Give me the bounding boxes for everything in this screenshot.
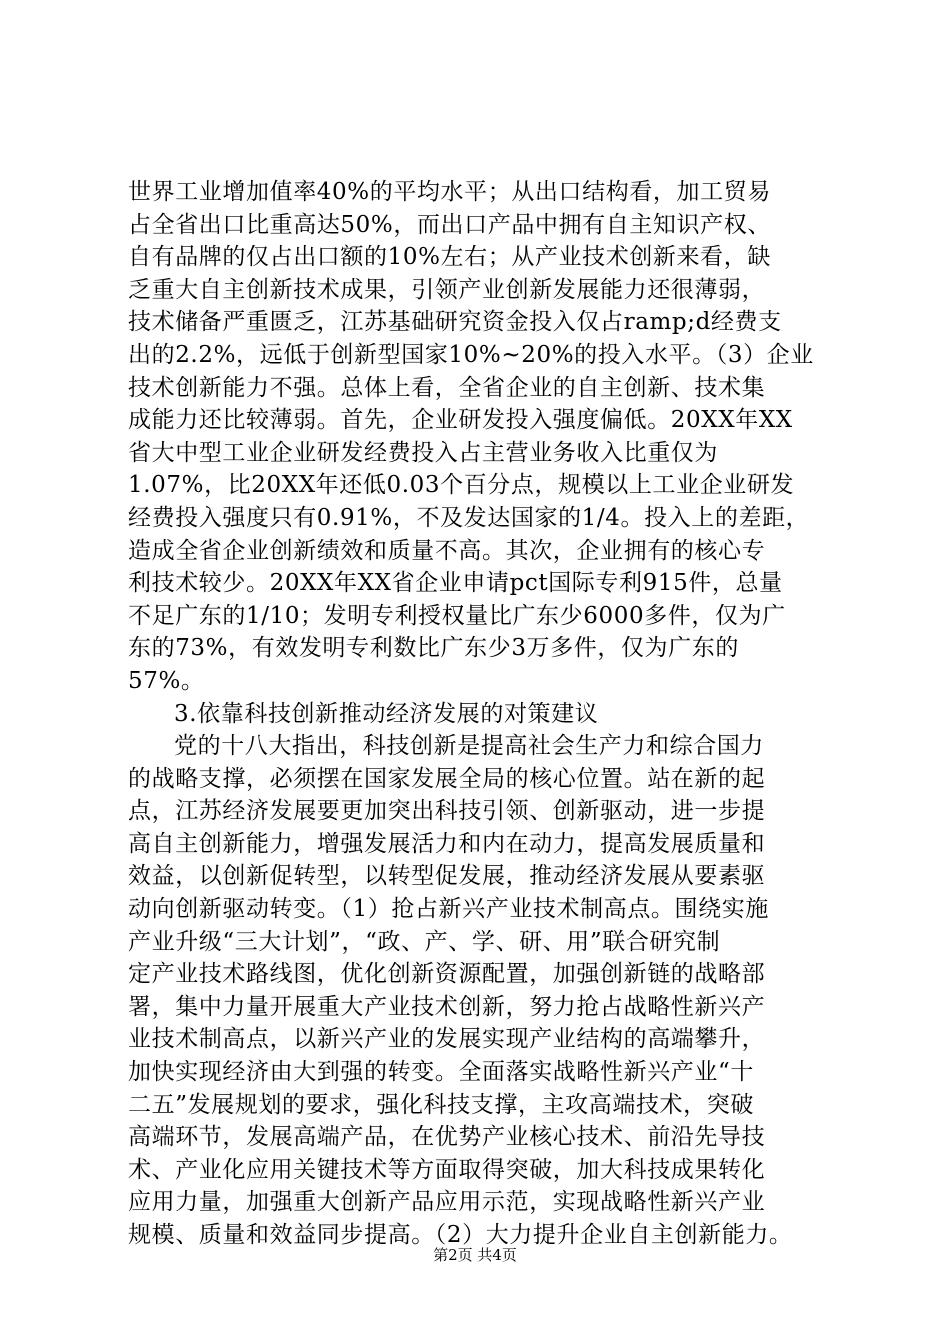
text-line: 产业升级“三大计划”，“政、产、学、研、用”联合研究制 — [128, 928, 721, 955]
text-line: 不足广东的1/10；发明专利授权量比广东少6000多件，仅为广 — [128, 602, 786, 629]
text-line: 加快实现经济由大到强的转变。全面落实战略性新兴产业“十 — [128, 1059, 754, 1086]
text-line: 乏重大自主创新技术成果，引领产业创新发展能力还很薄弱， — [128, 276, 766, 303]
text-line: 经费投入强度只有0.91%，不及发达国家的1/4。投入上的差距， — [128, 504, 810, 531]
text-line: 二五”发展规划的要求，强化科技支撑，主攻高端技术，突破 — [128, 1091, 754, 1118]
text-line: 高端环节，发展高端产品，在优势产业核心技术、前沿先导技 — [128, 1124, 766, 1151]
text-line: 技术创新能力不强。总体上看，全省企业的自主创新、技术集 — [128, 374, 766, 401]
text-line: 成能力还比较薄弱。首先，企业研发投入强度偏低。20XX年XX — [128, 407, 793, 434]
text-line: 省大中型工业企业研发经费投入占主营业务收入比重仅为 — [128, 439, 718, 466]
text-line: 署，集中力量开展重大产业技术创新，努力抢占战略性新兴产 — [128, 993, 766, 1020]
text-line: 自有品牌的仅占出口额的10%左右；从产业技术创新来看，缺 — [128, 244, 771, 271]
text-line: 党的十八大指出，科技创新是提高社会生产力和综合国力 — [174, 733, 764, 760]
text-line: 技术储备严重匮乏，江苏基础研究资金投入仅占ramp;d经费支 — [128, 309, 782, 336]
text-line: 应用力量，加强重大创新产品应用示范，实现战略性新兴产业 — [128, 1189, 766, 1216]
text-line: 东的73%，有效发明专利数比广东少3万多件，仅为广东的 — [128, 635, 739, 662]
text-line: 占全省出口比重高达50%，而出口产品中拥有自主知识产权、 — [128, 211, 771, 238]
text-line: 高自主创新能力，增强发展活力和内在动力，提高发展质量和 — [128, 830, 766, 857]
text-line: 定产业技术路线图，优化创新资源配置，加强创新链的战略部 — [128, 961, 766, 988]
text-line: 57%。 — [128, 667, 205, 694]
text-line: 3.依靠科技创新推动经济发展的对策建议 — [174, 700, 599, 727]
text-line: 点，江苏经济发展要更加突出科技引领、创新驱动，进一步提 — [128, 798, 766, 825]
text-line: 术、产业化应用关键技术等方面取得突破，加大科技成果转化 — [128, 1156, 766, 1183]
text-line: 效益，以创新促转型，以转型促发展，推动经济发展从要素驱 — [128, 863, 766, 890]
text-line: 业技术制高点，以新兴产业的发展实现产业结构的高端攀升， — [128, 1026, 766, 1053]
text-line: 造成全省企业创新绩效和质量不高。其次，企业拥有的核心专 — [128, 537, 766, 564]
text-line: 的战略支撑，必须摆在国家发展全局的核心位置。站在新的起 — [128, 765, 766, 792]
page-footer: 第2页 共4页 — [433, 1246, 517, 1264]
text-line: 1.07%，比20XX年还低0.03个百分点，规模以上工业企业研发 — [128, 472, 795, 499]
text-line: 出的2.2%，远低于创新型国家10%~20%的投入水平。（3）企业 — [128, 341, 814, 368]
text-line: 规模、质量和效益同步提高。（2）大力提升企业自主创新能力。 — [128, 1222, 793, 1248]
text-line: 利技术较少。20XX年XX省企业申请pct国际专利915件，总量 — [128, 570, 783, 597]
text-line: 动向创新驱动转变。（1）抢占新兴产业技术制高点。围绕实施 — [128, 896, 769, 923]
document-body — [128, 176, 848, 1252]
text-line: 世界工业增加值率40%的平均水平；从出口结构看，加工贸易 — [128, 179, 771, 205]
